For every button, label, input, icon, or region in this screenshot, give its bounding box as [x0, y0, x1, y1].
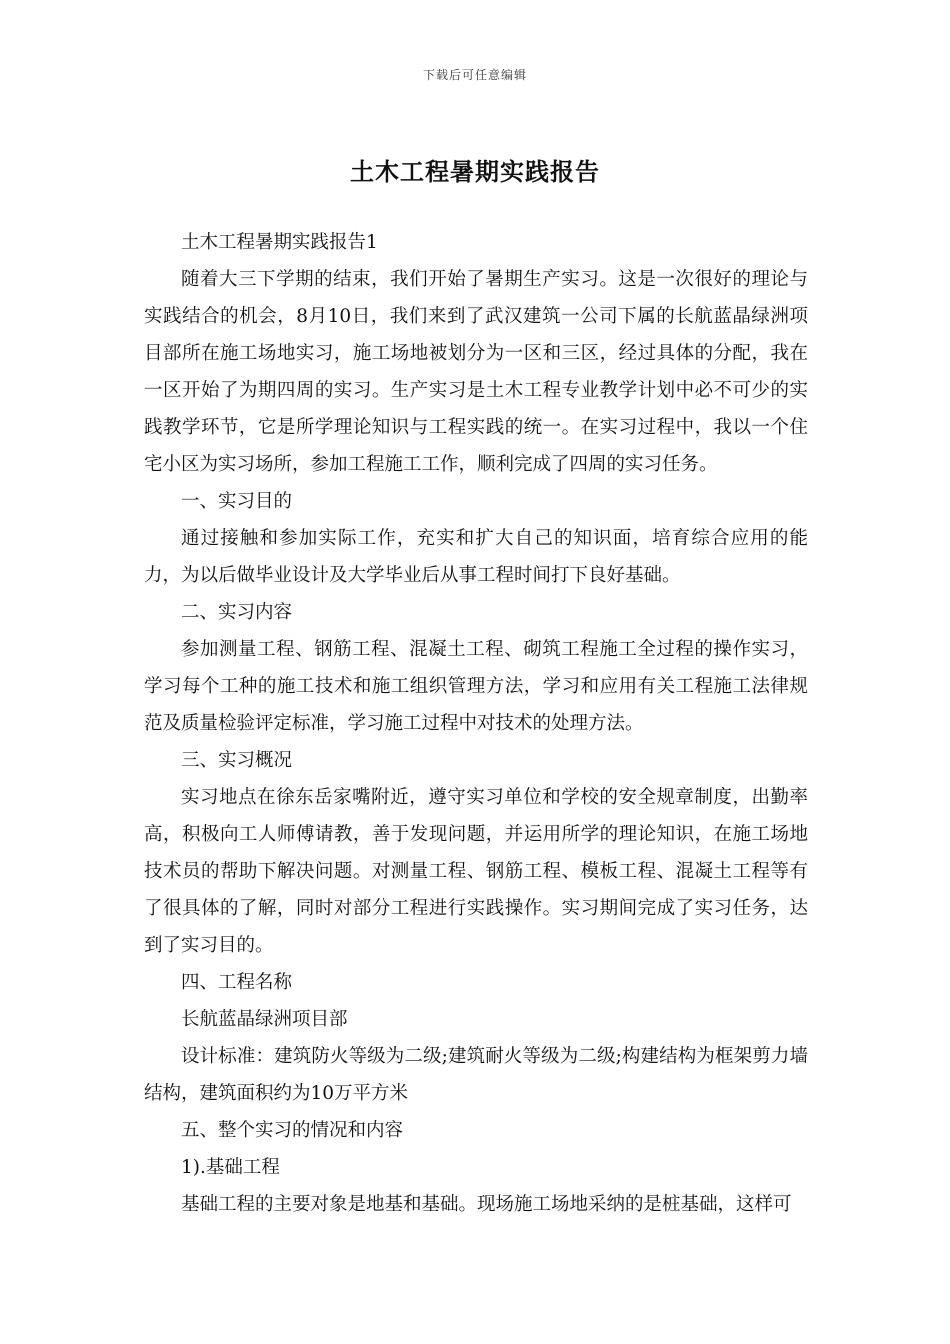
page-header-note: 下载后可任意编辑: [422, 68, 527, 82]
document-title: 土木工程暑期实践报告: [350, 157, 600, 186]
section-heading-content: 二、实习内容: [181, 602, 293, 623]
foundation-paragraph: 基础工程的主要对象是地基和基础。现场施工场地采纳的是桩基础，这样可: [181, 1194, 792, 1215]
design-standard-paragraph: 设计标准：建筑防火等级为二级;建筑耐火等级为二级;构建结构为框架剪力墙结构，建筑面积约为10万平方米: [144, 1046, 808, 1104]
project-name-paragraph: 长航蓝晶绿洲项目部: [181, 1009, 348, 1030]
intro-paragraph: 随着大三下学期的结束，我们开始了暑期生产实习。这是一次很好的理论与实践结合的机会，8月10日，我们来到了武汉建筑一公司下属的长航蓝晶绿洲项目部所在施工场地实习，施工场地被划分为一区和三区，经过具体的分配，我在一区开始了为期四周的实习。生产实习是土木工程专业教学计划中必不可少的实践教学环节，它是所学理论知识与工程实践的统一。在实习过程中，我以一个住宅小区为实习场所，参加工程施工工作，顺利完成了四周的实习任务。: [144, 269, 808, 475]
section-heading-purpose: 一、实习目的: [181, 491, 293, 512]
document-body: [144, 224, 808, 1223]
section-heading-project-name: 四、工程名称: [181, 972, 293, 993]
section-heading-overview: 三、实习概况: [181, 750, 293, 771]
subsection-heading-foundation: 1).基础工程: [181, 1157, 280, 1178]
report-subtitle: 土木工程暑期实践报告1: [181, 232, 378, 253]
content-paragraph: 参加测量工程、钢筋工程、混凝土工程、砌筑工程施工全过程的操作实习，学习每个工种的施工技术和施工组织管理方法，学习和应用有关工程施工法律规范及质量检验评定标准，学习施工过程中对技术的处理方法。: [144, 639, 808, 734]
purpose-paragraph: 通过接触和参加实际工作，充实和扩大自己的知识面，培育综合应用的能力，为以后做毕业设计及大学毕业后从事工程时间打下良好基础。: [144, 528, 808, 586]
section-heading-details: 五、整个实习的情况和内容: [181, 1120, 404, 1141]
overview-paragraph: 实习地点在徐东岳家嘴附近，遵守实习单位和学校的安全规章制度，出勤率高，积极向工人师傅请教，善于发现问题，并运用所学的理论知识，在施工场地技术员的帮助下解决问题。对测量工程、钢筋工程、模板工程、混凝土工程等有了很具体的了解，同时对部分工程进行实践操作。实习期间完成了实习任务，达到了实习目的。: [144, 787, 808, 956]
